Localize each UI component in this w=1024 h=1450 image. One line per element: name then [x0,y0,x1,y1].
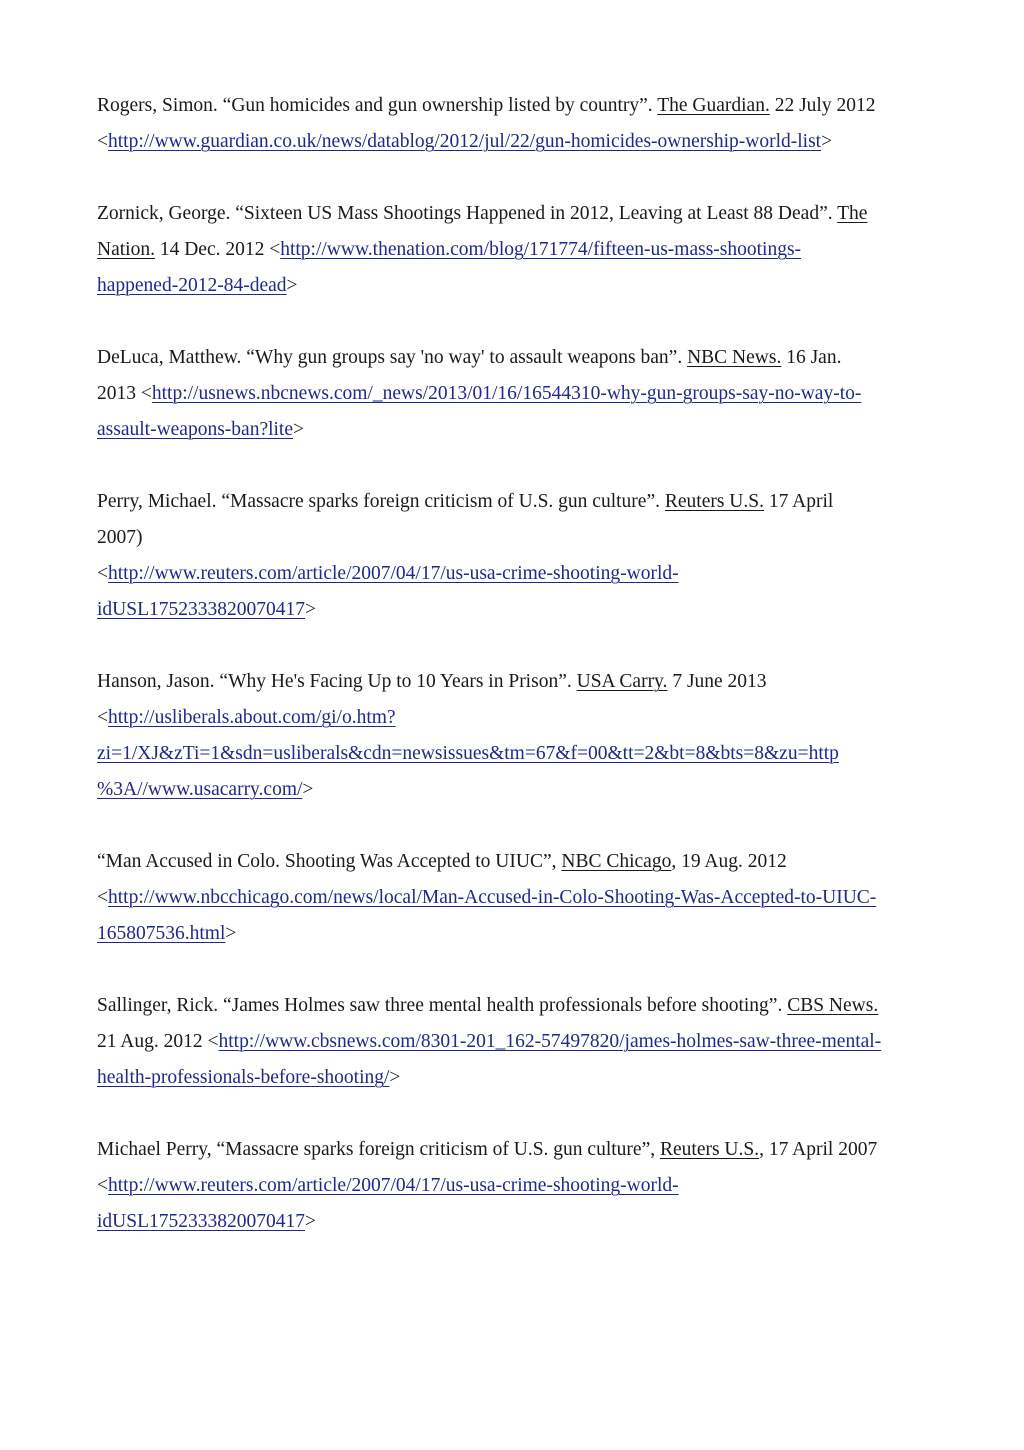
reference-url-link[interactable]: zi=1/XJ&zTi=1&sdn=usliberals&cdn=newsissues&tm=67&f=00&tt=2&bt=8&bts=8&zu=http [97,743,839,764]
reference-text: 16 Jan. [781,347,842,368]
reference-line [97,380,861,408]
reference-line [97,200,867,228]
reference-url-link[interactable]: 165807536.html [97,923,226,944]
reference-url-link[interactable]: http://usnews.nbcnews.com/_news/2013/01/16/16544310-why-gun-groups-say-no-way-to- [151,383,862,404]
reference-text: , 17 April 2007 [759,1139,878,1160]
reference-url-link[interactable]: health-professionals-before-shooting/ [97,1067,390,1088]
reference-url-link[interactable]: idUSL1752333820070417 [97,599,306,620]
reference-line [97,884,876,912]
reference-url-link[interactable]: http://www.guardian.co.uk/news/datablog/2012/jul/22/gun-homicides-ownership-world-list [108,131,822,152]
reference-text: 2013 < [97,383,152,404]
reference-text: DeLuca, Matthew. “Why gun groups say 'no way' to assault weapons ban”. [97,347,688,368]
reference-text: 14 Dec. 2012 < [154,239,281,260]
reference-line [97,488,833,516]
reference-text: Sallinger, Rick. “James Holmes saw three mental health professionals before shooting”. [97,995,788,1016]
reference-text: < [97,1175,108,1196]
reference-text: Perry, Michael. “Massacre sparks foreign criticism of U.S. gun culture”. [97,491,665,512]
publication-name: USA Carry. [576,671,668,692]
reference-line [97,524,143,552]
reference-text: 21 Aug. 2012 < [97,1031,219,1052]
reference-line [97,668,767,696]
reference-line [97,848,787,876]
reference-line [97,416,304,444]
reference-text: “Man Accused in Colo. Shooting Was Accepted to UIUC”, [97,851,562,872]
publication-name: The [837,203,868,224]
reference-line [97,704,396,732]
publication-name: Reuters U.S. [664,491,764,512]
reference-line [97,1208,316,1236]
reference-text: > [305,599,317,620]
reference-line [97,1172,679,1200]
reference-text: > [821,131,833,152]
publication-name: NBC News. [687,347,782,368]
reference-text: > [389,1067,401,1088]
reference-line [97,128,832,156]
reference-url-link[interactable]: http://usliberals.about.com/gi/o.htm? [108,707,396,728]
reference-text: 22 July 2012 [769,95,876,116]
reference-line [97,1028,881,1056]
publication-name: NBC Chicago [561,851,672,872]
reference-line [97,272,298,300]
reference-line [97,92,875,120]
reference-line [97,1136,877,1164]
reference-text: < [97,563,108,584]
reference-line [97,344,841,372]
reference-url-link[interactable]: http://www.reuters.com/article/2007/04/17/us-usa-crime-shooting-world- [108,563,679,584]
reference-text: Zornick, George. “Sixteen US Mass Shootings Happened in 2012, Leaving at Least 88 Dead”. [97,203,838,224]
reference-url-link[interactable]: happened-2012-84-dead [97,275,287,296]
reference-line [97,1064,400,1092]
reference-text: Michael Perry, “Massacre sparks foreign criticism of U.S. gun culture”, [97,1139,660,1160]
reference-url-link[interactable]: http://www.nbcchicago.com/news/local/Man-Accused-in-Colo-Shooting-Was-Accepted-to-UIUC- [108,887,877,908]
reference-text: > [302,779,314,800]
reference-text: Hanson, Jason. “Why He's Facing Up to 10 Years in Prison”. [97,671,577,692]
reference-line [97,560,679,588]
reference-url-link[interactable]: http://www.reuters.com/article/2007/04/17/us-usa-crime-shooting-world- [108,1175,679,1196]
publication-name: The Guardian. [657,95,770,116]
reference-text: < [97,131,108,152]
reference-line [97,596,316,624]
reference-text: Rogers, Simon. “Gun homicides and gun ownership listed by country”. [97,95,658,116]
reference-url-link[interactable]: assault-weapons-ban?lite [97,419,294,440]
reference-line [97,776,313,804]
reference-text: > [305,1211,317,1232]
reference-line [97,740,839,768]
reference-url-link[interactable]: %3A//www.usacarry.com/ [97,779,303,800]
reference-text: > [293,419,305,440]
reference-text: < [97,707,108,728]
publication-name: CBS News. [787,995,879,1016]
reference-line [97,236,801,264]
reference-url-link[interactable]: http://www.cbsnews.com/8301-201_162-57497820/james-holmes-saw-three-mental- [218,1031,882,1052]
reference-text: 17 April [763,491,834,512]
reference-text: , 19 Aug. 2012 [671,851,787,872]
reference-line [97,920,236,948]
reference-url-link[interactable]: idUSL1752333820070417 [97,1211,306,1232]
reference-text: > [286,275,298,296]
publication-name: Reuters U.S. [659,1139,760,1160]
reference-text: 7 June 2013 [667,671,767,692]
reference-text: 2007) [97,527,143,548]
publication-name: Nation. [97,239,155,260]
reference-line [97,992,878,1020]
reference-text: > [225,923,237,944]
reference-url-link[interactable]: http://www.thenation.com/blog/171774/fifteen-us-mass-shootings- [280,239,802,260]
reference-text: < [97,887,108,908]
